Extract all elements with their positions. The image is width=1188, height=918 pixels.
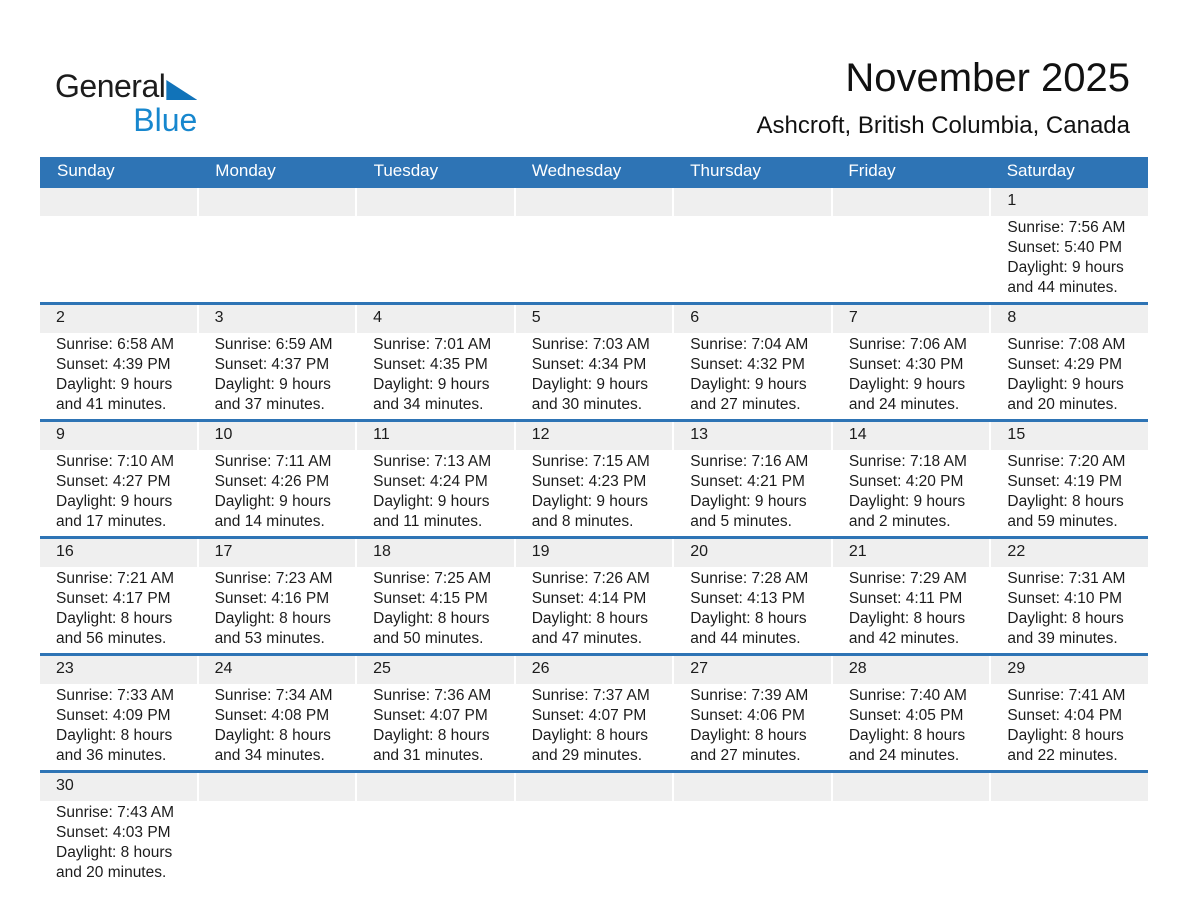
day-detail-line: Sunset: 4:23 PM (531, 473, 647, 490)
day-detail-line: Sunrise: 7:20 AM (1007, 453, 1126, 470)
day-detail-line: Sunrise: 7:41 AM (1007, 687, 1126, 704)
day-number-strip (199, 188, 356, 216)
day-detail-line: Sunrise: 7:10 AM (56, 453, 175, 470)
day-detail-line: Sunrise: 6:58 AM (56, 336, 175, 353)
day-detail-line: Sunset: 4:06 PM (690, 707, 805, 724)
day-detail-line: Daylight: 8 hours (1007, 493, 1124, 510)
day-sun-details (199, 333, 356, 419)
day-detail-line: Sunrise: 7:43 AM (56, 804, 175, 821)
day-number-strip (199, 773, 356, 801)
weekday-header-saturday: Saturday (1006, 161, 1075, 180)
day-sun-details (516, 684, 673, 770)
day-detail-line: Daylight: 8 hours (56, 844, 173, 861)
week-row-4 (40, 536, 1148, 653)
day-cell-9 (40, 422, 197, 536)
day-number-strip (833, 188, 990, 216)
day-detail-line: Daylight: 8 hours (1007, 727, 1124, 744)
day-cell-16 (40, 539, 197, 653)
day-cell-empty (991, 773, 1148, 887)
day-cell-30 (40, 773, 197, 887)
day-cell-3 (199, 305, 356, 419)
day-detail-line: Sunrise: 7:06 AM (848, 336, 967, 353)
day-detail-line: and 24 minutes. (848, 747, 960, 764)
day-cell-21 (833, 539, 990, 653)
day-cell-2 (40, 305, 197, 419)
day-number-strip: 4 (357, 305, 514, 333)
logo-flag-triangle-icon (166, 80, 197, 100)
day-detail-line: and 59 minutes. (1007, 513, 1118, 530)
day-detail-line: Sunrise: 7:34 AM (214, 687, 333, 704)
day-cell-7 (833, 305, 990, 419)
day-detail-line: and 30 minutes. (531, 396, 642, 413)
day-detail-line: Sunrise: 7:25 AM (373, 570, 492, 587)
day-number-strip: 27 (674, 656, 831, 684)
day-detail-line: and 34 minutes. (214, 747, 325, 764)
day-number-strip: 28 (833, 656, 990, 684)
day-sun-details (674, 333, 831, 419)
day-sun-details (516, 567, 673, 653)
day-detail-line: Sunset: 4:10 PM (1007, 590, 1123, 607)
day-detail-line: Sunrise: 7:11 AM (214, 453, 332, 470)
day-detail-line: Sunrise: 7:21 AM (56, 570, 175, 587)
day-number-strip: 12 (516, 422, 673, 450)
day-detail-line: Daylight: 8 hours (531, 727, 649, 744)
day-number-strip: 30 (40, 773, 197, 801)
day-detail-line: and 22 minutes. (1007, 747, 1118, 764)
day-cell-18 (357, 539, 514, 653)
day-number-strip (357, 773, 514, 801)
day-number-strip (40, 188, 197, 216)
day-detail-line: Daylight: 9 hours (1007, 259, 1124, 276)
day-detail-line: Sunset: 4:04 PM (1007, 707, 1123, 724)
day-detail-line: Sunset: 4:21 PM (690, 473, 805, 490)
day-sun-details (40, 567, 197, 653)
day-sun-details (40, 333, 197, 419)
day-detail-line: Sunset: 4:30 PM (848, 356, 964, 373)
day-detail-line: Daylight: 8 hours (56, 610, 173, 627)
day-number-strip: 15 (991, 422, 1148, 450)
page-location: Ashcroft, British Columbia, Canada (756, 112, 1130, 139)
day-detail-line: Sunset: 4:03 PM (56, 824, 171, 841)
weekday-header-sunday: Sunday (57, 161, 115, 180)
weekday-header-wednesday: Wednesday (531, 161, 622, 180)
day-detail-line: Sunset: 4:26 PM (214, 473, 330, 490)
day-sun-details (516, 450, 673, 536)
day-number-strip (991, 773, 1148, 801)
day-detail-line: Sunrise: 7:56 AM (1007, 219, 1126, 236)
day-detail-line: Daylight: 9 hours (531, 493, 649, 510)
day-sun-details (674, 567, 831, 653)
day-detail-line: and 29 minutes. (531, 747, 642, 764)
day-number-strip: 23 (40, 656, 197, 684)
day-cell-27 (674, 656, 831, 770)
day-detail-line: and 27 minutes. (690, 396, 801, 413)
day-detail-line: Sunset: 4:24 PM (373, 473, 488, 490)
day-detail-line: Sunset: 4:05 PM (848, 707, 964, 724)
day-detail-line: and 44 minutes. (690, 630, 801, 647)
day-detail-line: Sunrise: 7:33 AM (56, 687, 175, 704)
day-sun-details (991, 333, 1148, 419)
day-cell-13 (674, 422, 831, 536)
day-detail-line: and 24 minutes. (848, 396, 960, 413)
day-detail-line: Daylight: 8 hours (214, 727, 331, 744)
day-detail-line: and 8 minutes. (531, 513, 634, 530)
calendar-table (40, 157, 1148, 887)
weekday-header-tuesday: Tuesday (373, 161, 439, 180)
day-detail-line: Daylight: 8 hours (56, 727, 173, 744)
week-row-2 (40, 302, 1148, 419)
title-block (757, 56, 1131, 140)
day-cell-22 (991, 539, 1148, 653)
day-detail-line: and 14 minutes. (214, 513, 325, 530)
day-detail-line: and 39 minutes. (1007, 630, 1118, 647)
weekday-header-friday: Friday (848, 161, 896, 180)
day-detail-line: Sunrise: 7:26 AM (531, 570, 650, 587)
logo-text-general: General (55, 68, 166, 104)
day-number-strip: 2 (40, 305, 197, 333)
day-number-strip: 16 (40, 539, 197, 567)
day-number-strip (516, 188, 673, 216)
day-detail-line: and 2 minutes. (848, 513, 951, 530)
day-sun-details (833, 684, 990, 770)
day-cell-11 (357, 422, 514, 536)
day-sun-details (833, 567, 990, 653)
day-sun-details (991, 567, 1148, 653)
day-detail-line: Daylight: 9 hours (56, 493, 173, 510)
day-sun-details (199, 450, 356, 536)
day-cell-empty (833, 773, 990, 887)
day-detail-line: Daylight: 8 hours (848, 610, 966, 627)
day-detail-line: Daylight: 8 hours (373, 727, 490, 744)
day-number-strip: 8 (991, 305, 1148, 333)
week-row-3 (40, 419, 1148, 536)
day-number-strip: 19 (516, 539, 673, 567)
day-detail-line: Sunrise: 7:39 AM (690, 687, 809, 704)
day-detail-line: Sunrise: 7:04 AM (690, 336, 809, 353)
day-detail-line: Sunrise: 7:40 AM (848, 687, 967, 704)
day-number-strip: 9 (40, 422, 197, 450)
day-sun-details (40, 684, 197, 770)
day-detail-line: Sunrise: 7:16 AM (690, 453, 809, 470)
day-cell-4 (357, 305, 514, 419)
weekday-header-row (40, 157, 1148, 185)
day-number-strip: 13 (674, 422, 831, 450)
day-detail-line: and 36 minutes. (56, 747, 167, 764)
day-detail-line: Daylight: 8 hours (690, 727, 807, 744)
day-cell-15 (991, 422, 1148, 536)
day-number-strip: 22 (991, 539, 1148, 567)
day-number-strip: 21 (833, 539, 990, 567)
day-cell-19 (516, 539, 673, 653)
day-detail-line: Sunset: 4:17 PM (56, 590, 171, 607)
day-detail-line: and 17 minutes. (56, 513, 167, 530)
day-number-strip: 10 (199, 422, 356, 450)
day-detail-line: Sunset: 4:07 PM (373, 707, 488, 724)
day-number-strip: 14 (833, 422, 990, 450)
day-cell-empty (516, 188, 673, 302)
week-row-1 (40, 185, 1148, 302)
general-blue-logo (55, 70, 197, 136)
day-detail-line: Sunrise: 7:37 AM (531, 687, 650, 704)
day-detail-line: Sunrise: 7:31 AM (1007, 570, 1126, 587)
day-detail-line: Daylight: 8 hours (531, 610, 649, 627)
day-detail-line: and 27 minutes. (690, 747, 801, 764)
day-detail-line: and 53 minutes. (214, 630, 325, 647)
day-detail-line: Daylight: 9 hours (690, 376, 807, 393)
day-sun-details (40, 450, 197, 536)
day-cell-26 (516, 656, 673, 770)
day-cell-empty (357, 188, 514, 302)
day-cell-empty (833, 188, 990, 302)
day-detail-line: Sunset: 4:20 PM (848, 473, 964, 490)
day-number-strip: 11 (357, 422, 514, 450)
day-detail-line: and 20 minutes. (56, 864, 167, 881)
day-number-strip (833, 773, 990, 801)
day-detail-line: Daylight: 9 hours (214, 376, 331, 393)
day-number-strip: 26 (516, 656, 673, 684)
day-number-strip: 6 (674, 305, 831, 333)
day-detail-line: Daylight: 8 hours (214, 610, 331, 627)
day-cell-empty (199, 773, 356, 887)
day-detail-line: Sunset: 4:39 PM (56, 356, 171, 373)
day-cell-empty (357, 773, 514, 887)
day-detail-line: Sunrise: 7:03 AM (531, 336, 650, 353)
day-detail-line: Sunset: 4:11 PM (848, 590, 963, 607)
day-number-strip: 29 (991, 656, 1148, 684)
day-detail-line: Daylight: 9 hours (56, 376, 173, 393)
day-cell-12 (516, 422, 673, 536)
logo-text-blue: Blue (133, 102, 198, 138)
day-detail-line: Sunrise: 7:08 AM (1007, 336, 1126, 353)
day-number-strip: 18 (357, 539, 514, 567)
day-cell-6 (674, 305, 831, 419)
day-detail-line: and 47 minutes. (531, 630, 642, 647)
weekday-header-monday: Monday (215, 161, 276, 180)
day-cell-1 (991, 188, 1148, 302)
day-detail-line: Sunset: 4:35 PM (373, 356, 488, 373)
day-sun-details (357, 684, 514, 770)
day-detail-line: Daylight: 8 hours (848, 727, 966, 744)
page-title: November 2025 (845, 56, 1130, 100)
day-detail-line: Sunset: 4:34 PM (531, 356, 647, 373)
day-cell-empty (199, 188, 356, 302)
day-sun-details (674, 450, 831, 536)
day-detail-line: Sunset: 5:40 PM (1007, 239, 1123, 256)
day-sun-details (199, 684, 356, 770)
day-number-strip: 24 (199, 656, 356, 684)
day-detail-line: and 20 minutes. (1007, 396, 1118, 413)
day-cell-23 (40, 656, 197, 770)
day-cell-14 (833, 422, 990, 536)
day-detail-line: Daylight: 8 hours (373, 610, 490, 627)
day-number-strip (516, 773, 673, 801)
day-detail-line: Sunset: 4:32 PM (690, 356, 805, 373)
day-sun-details (674, 684, 831, 770)
day-detail-line: Sunrise: 7:01 AM (373, 336, 492, 353)
calendar-grid (40, 185, 1148, 887)
day-detail-line: Sunset: 4:16 PM (214, 590, 330, 607)
day-cell-20 (674, 539, 831, 653)
day-detail-line: Sunrise: 7:18 AM (848, 453, 967, 470)
week-row-5 (40, 653, 1148, 770)
day-detail-line: and 41 minutes. (56, 396, 167, 413)
day-detail-line: Daylight: 9 hours (848, 376, 966, 393)
day-number-strip: 5 (516, 305, 673, 333)
day-sun-details (40, 801, 197, 887)
day-detail-line: Sunset: 4:09 PM (56, 707, 171, 724)
weekday-header-thursday: Thursday (690, 161, 762, 180)
day-sun-details (833, 333, 990, 419)
day-detail-line: Daylight: 9 hours (373, 493, 490, 510)
day-cell-empty (40, 188, 197, 302)
day-sun-details (199, 567, 356, 653)
day-detail-line: Sunset: 4:07 PM (531, 707, 647, 724)
day-detail-line: Sunset: 4:13 PM (690, 590, 805, 607)
day-detail-line: and 42 minutes. (848, 630, 960, 647)
day-detail-line: Daylight: 9 hours (531, 376, 649, 393)
day-detail-line: Sunset: 4:27 PM (56, 473, 171, 490)
day-cell-5 (516, 305, 673, 419)
day-detail-line: Sunrise: 7:36 AM (373, 687, 492, 704)
day-detail-line: and 56 minutes. (56, 630, 167, 647)
day-sun-details (991, 216, 1148, 302)
day-number-strip (674, 773, 831, 801)
day-detail-line: Daylight: 9 hours (373, 376, 490, 393)
day-cell-24 (199, 656, 356, 770)
day-sun-details (991, 450, 1148, 536)
day-number-strip (357, 188, 514, 216)
day-detail-line: Sunrise: 7:15 AM (531, 453, 650, 470)
day-sun-details (357, 333, 514, 419)
day-sun-details (833, 450, 990, 536)
day-detail-line: Sunset: 4:14 PM (531, 590, 647, 607)
day-cell-empty (674, 188, 831, 302)
day-detail-line: and 31 minutes. (373, 747, 484, 764)
day-sun-details (357, 450, 514, 536)
day-sun-details (516, 333, 673, 419)
day-cell-10 (199, 422, 356, 536)
day-detail-line: Sunset: 4:37 PM (214, 356, 330, 373)
day-number-strip: 17 (199, 539, 356, 567)
day-detail-line: Sunset: 4:08 PM (214, 707, 330, 724)
day-detail-line: and 5 minutes. (690, 513, 792, 530)
day-number-strip (674, 188, 831, 216)
day-detail-line: Daylight: 9 hours (1007, 376, 1124, 393)
day-detail-line: Sunset: 4:15 PM (373, 590, 488, 607)
day-number-strip: 1 (991, 188, 1148, 216)
day-detail-line: Sunset: 4:29 PM (1007, 356, 1123, 373)
day-cell-empty (516, 773, 673, 887)
day-detail-line: and 11 minutes. (373, 513, 483, 530)
week-row-6 (40, 770, 1148, 887)
day-detail-line: Daylight: 8 hours (690, 610, 807, 627)
day-sun-details (991, 684, 1148, 770)
day-number-strip: 20 (674, 539, 831, 567)
day-detail-line: and 44 minutes. (1007, 279, 1118, 296)
day-detail-line: Sunrise: 7:29 AM (848, 570, 967, 587)
day-detail-line: Sunrise: 6:59 AM (214, 336, 333, 353)
day-number-strip: 3 (199, 305, 356, 333)
day-detail-line: Daylight: 9 hours (690, 493, 807, 510)
day-number-strip: 7 (833, 305, 990, 333)
day-detail-line: and 34 minutes. (373, 396, 484, 413)
day-cell-empty (674, 773, 831, 887)
day-detail-line: and 50 minutes. (373, 630, 484, 647)
day-cell-17 (199, 539, 356, 653)
day-detail-line: Sunset: 4:19 PM (1007, 473, 1123, 490)
day-sun-details (357, 567, 514, 653)
day-cell-8 (991, 305, 1148, 419)
day-detail-line: Daylight: 9 hours (848, 493, 966, 510)
day-detail-line: Daylight: 8 hours (1007, 610, 1124, 627)
day-cell-25 (357, 656, 514, 770)
day-detail-line: Sunrise: 7:23 AM (214, 570, 333, 587)
day-number-strip: 25 (357, 656, 514, 684)
day-detail-line: Sunrise: 7:13 AM (373, 453, 492, 470)
day-detail-line: Sunrise: 7:28 AM (690, 570, 809, 587)
day-detail-line: Daylight: 9 hours (214, 493, 331, 510)
day-cell-29 (991, 656, 1148, 770)
day-detail-line: and 37 minutes. (214, 396, 325, 413)
day-cell-28 (833, 656, 990, 770)
